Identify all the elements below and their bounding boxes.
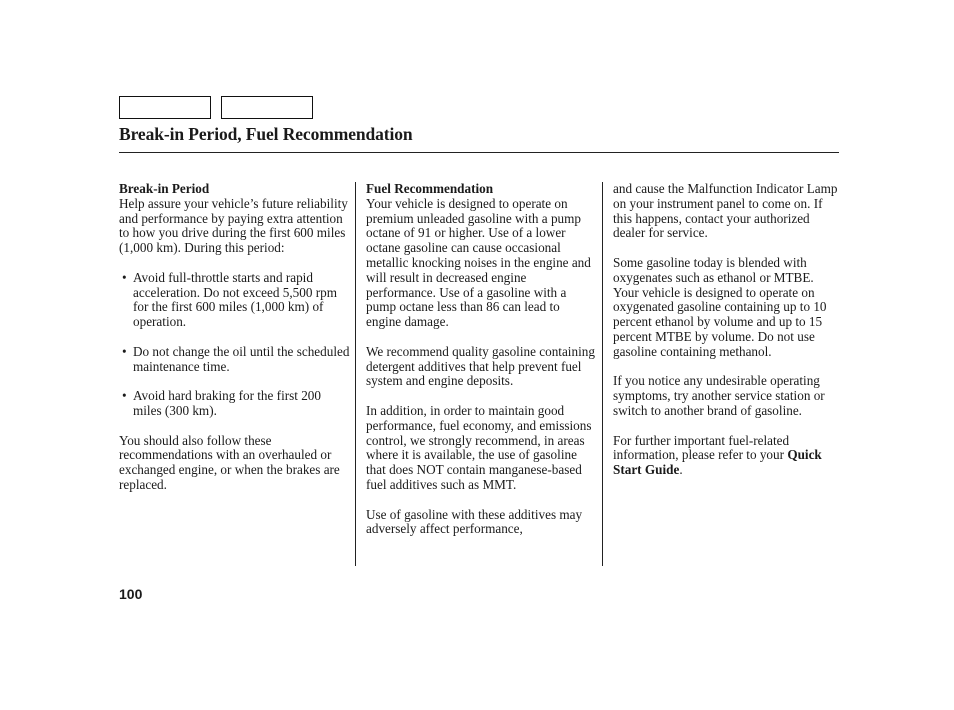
- fuel-paragraph-mil: and cause the Malfunction Indicator Lamp on your instrument panel to come on. If this happens, contact your authorized dealer for service.: [613, 181, 838, 241]
- fuel-paragraph-additives: Use of gasoline with these additives may adversely affect performance,: [366, 506, 583, 537]
- break-in-heading: Break-in Period: [119, 181, 210, 196]
- fuel-paragraph-oxygenates: Some gasoline today is blended with oxygenates such as ethanol or MTBE. Your vehicle is designed to operate on oxygenated gasoline containing up to 10 percent ethanol by volume and up to 15 percent MTBE by volume. Do not use gasoline containing methanol.: [613, 254, 827, 359]
- fuel-heading: Fuel Recommendation: [366, 181, 494, 196]
- reference-text: For further important fuel-related information, please refer to your: [613, 432, 790, 463]
- fuel-paragraph-octane: Your vehicle is designed to operate on premium unleaded gasoline with a pump octane of 91 or higher. Use of a lower octane gasoline can cause occasional metallic knocking noises in the engine and will result in decreased engine performance. Use of a gasoline with a pump octane less than 86 can lead to engine damage.: [366, 195, 591, 330]
- column-fuel-continued: [613, 182, 839, 493]
- column-divider-2: [602, 182, 603, 566]
- page-title: Break-in Period, Fuel Recommendation: [119, 124, 413, 144]
- column-break-in: [119, 182, 351, 508]
- section-tab-box-1: [119, 96, 211, 119]
- quick-start-guide-reference: Quick Start Guide: [613, 447, 822, 478]
- break-in-bullet-throttle: • Avoid full-throttle starts and rapid acceleration. Do not exceed 5,500 rpm for the first 600 miles (1,000 km) of operation.: [119, 271, 351, 330]
- fuel-paragraph-reference: [613, 434, 839, 478]
- fuel-paragraph-detergent: We recommend quality gasoline containing detergent additives that help prevent fuel system and engine deposits.: [366, 343, 595, 389]
- break-in-closing: You should also follow these recommendations with an overhauled or exchanged engine, or when the brakes are replaced.: [119, 432, 340, 492]
- fuel-paragraph-manganese: In addition, in order to maintain good performance, fuel economy, and emissions control, we strongly recommend, in areas where it is available, the use of gasoline that does NOT contain manganese-based fuel additives such as MMT.: [366, 402, 592, 492]
- page-number: 100: [119, 586, 143, 602]
- column-fuel-recommendation: [366, 182, 598, 552]
- reference-period: .: [679, 462, 683, 478]
- fuel-paragraph-symptoms: If you notice any undesirable operating symptoms, try another service station or switch to another brand of gasoline.: [613, 373, 825, 418]
- section-tab-box-2: [221, 96, 313, 119]
- column-divider-1: [355, 182, 356, 566]
- break-in-bullet-list: [119, 271, 351, 419]
- break-in-intro: Help assure your vehicle’s future reliability and performance by paying extra attention to how you drive during the first 600 miles (1,000 km). During this period:: [119, 195, 348, 256]
- break-in-bullet-oil: • Do not change the oil until the scheduled maintenance time.: [119, 345, 351, 375]
- title-divider: [119, 152, 839, 153]
- break-in-bullet-braking: • Avoid hard braking for the first 200 miles (300 km).: [119, 389, 351, 419]
